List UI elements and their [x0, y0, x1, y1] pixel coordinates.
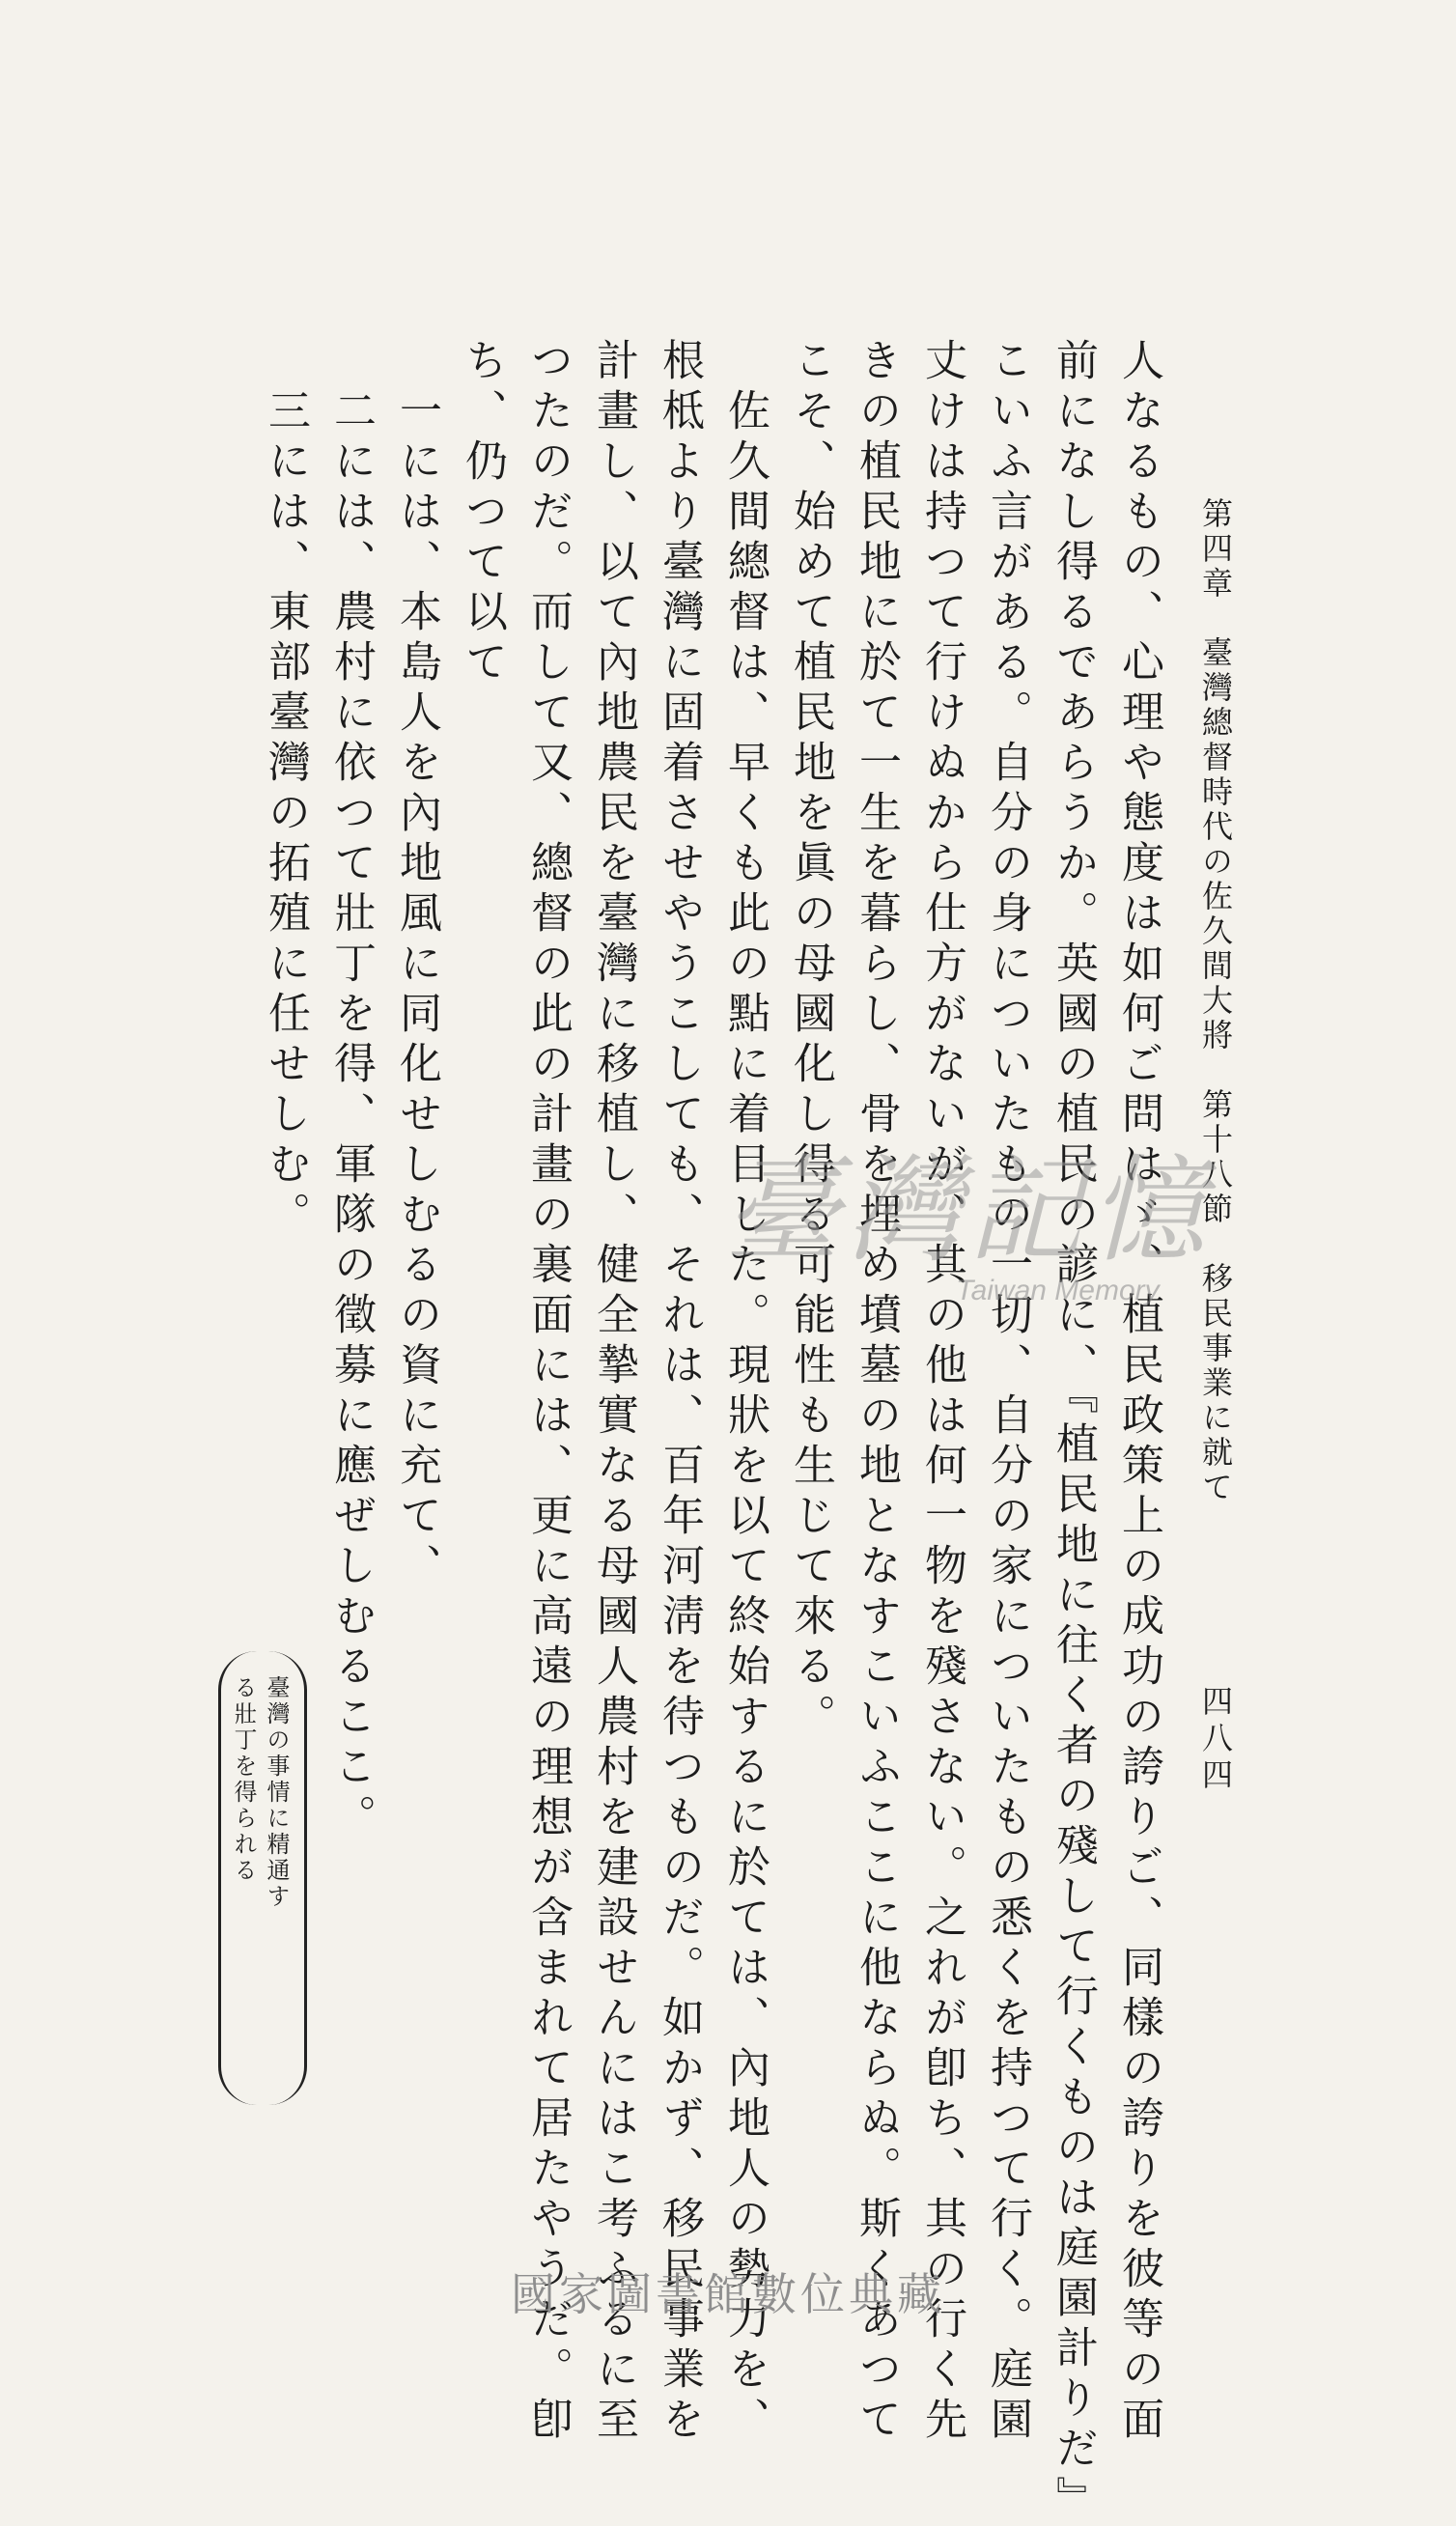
text-column-12: 一には、本島人を內地風に同化せしむるの資に充て、: [392, 338, 441, 1593]
page-number: 四八四: [1197, 1685, 1234, 1795]
text-column-3: こいふ言がある。自分の身についたもの一切、自分の家についたもの悉くを持つて行く。庭園: [983, 338, 1032, 2447]
watermark: [724, 1144, 1226, 1308]
running-header: 第四章 臺灣總督時代の佐久間大將 第十八節 移民事業に就て: [1197, 497, 1234, 1505]
library-credit: 國家圖書館數位典藏: [511, 2268, 945, 2320]
text-column-13: 二には、農村に依つて壯丁を得、軍隊の徵募に應ぜしむるここ。: [326, 338, 376, 1844]
text-column-2: 前になし得るであらうか。英國の植民の諺に、『植民地に往く者の殘して行くものは庭園計りだ』: [1049, 338, 1098, 2526]
text-column-6: こそ、始めて植民地を眞の母國化し得る可能性も生じて來る。: [786, 338, 835, 1744]
text-column-9: 計畫し、以て內地農民を臺灣に移植し、健全摯實なる母國人農村を建設せんにはこ考ふるに至: [589, 338, 638, 2447]
text-column-1: 人なるもの、心理や態度は如何ご問はゞ、植民政策上の成功の誇りご、同樣の誇りを彼等の面: [1114, 338, 1163, 2447]
text-column-8: 根柢より臺灣に固着させやうこしても、それは、百年河淸を待つものだ。如かず、移民事業を: [655, 338, 704, 2447]
text-column-14: 三には、東部臺灣の拓殖に任せしむ。: [261, 338, 310, 1242]
text-column-11: ち、仍つて以て: [458, 338, 507, 689]
watermark-main: 臺灣記憶: [724, 1144, 1211, 1278]
annotation-line-2: る壯丁を得られる: [230, 1675, 257, 1884]
text-column-7: 佐久間總督は、早くも此の點に着目した。現狀を以て終始するに於ては、內地人の勢力を、: [720, 338, 770, 2447]
text-column-4: 丈けは持つて行けぬから仕方がないが、其の他は何一物を殘さない。之れが卽ち、其の行く先: [917, 338, 966, 2447]
watermark-sub: Taiwan Memory: [956, 1275, 1160, 1306]
text-column-10: つたのだ。而して又、總督の此の計畫の裏面には、更に高遠の理想が含まれて居たやうだ。卽: [523, 338, 573, 2447]
annotation-line-1: 臺灣の事情に精通す: [263, 1675, 290, 1910]
text-column-5: きの植民地に於て一生を暮らし、骨を埋め墳墓の地となすこいふここに他ならぬ。斯くあつて: [852, 338, 901, 2447]
